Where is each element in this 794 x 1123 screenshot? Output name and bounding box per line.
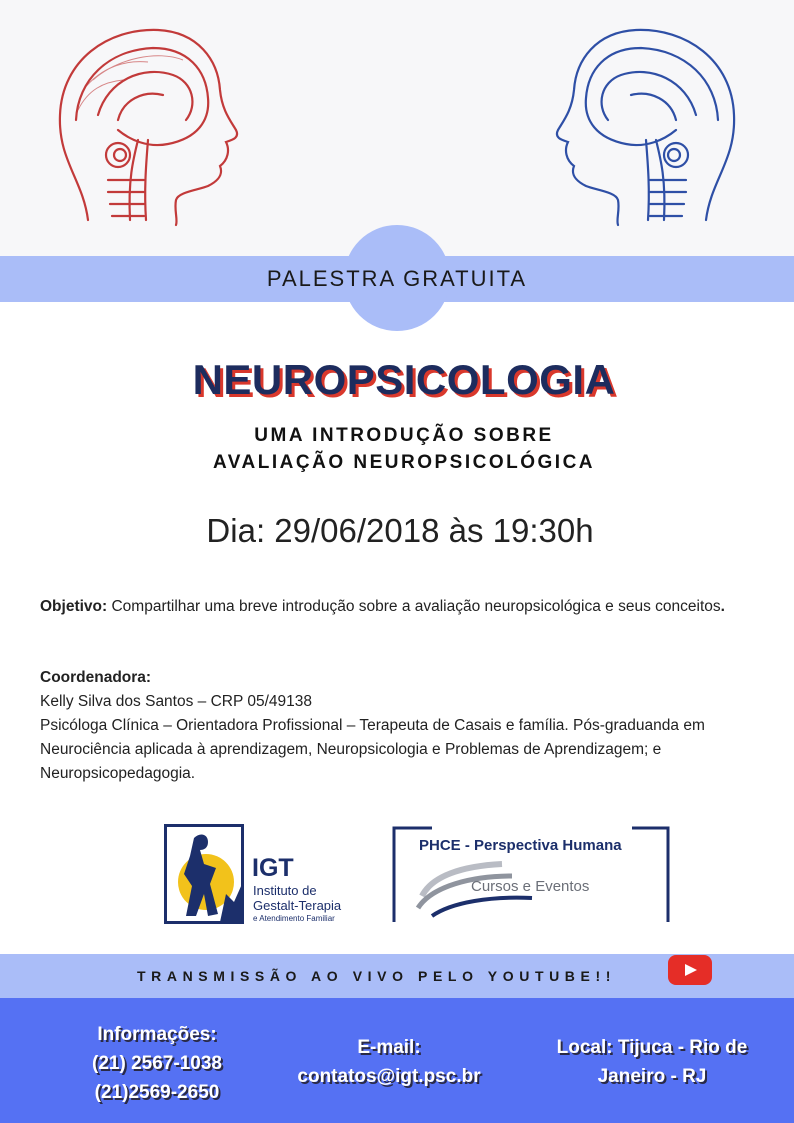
coordinator-section (40, 666, 756, 786)
event-badge: PALESTRA GRATUITA (266, 266, 528, 291)
igt-emblem-icon (164, 824, 244, 924)
location-line-1: Local: Tijuca - Rio de (556, 1037, 748, 1058)
location-block (532, 1033, 772, 1091)
coordinator-label: Coordenadora: (40, 669, 152, 686)
objective-paragraph (40, 595, 756, 619)
hero-illustration (0, 0, 794, 256)
coordinator-name: Kelly Silva dos Santos – CRP 05/49138 (40, 693, 312, 710)
phce-title: PHCE - Perspectiva Humana (419, 837, 622, 854)
objective-text: Compartilhar uma breve introdução sobre a avaliação neuropsicológica e seus conceitos (111, 598, 721, 615)
igt-logo (164, 824, 350, 926)
phone-1[interactable]: (21) 2567-1038 (92, 1053, 222, 1074)
subtitle-line-2: AVALIAÇÃO NEUROPSICOLÓGICA (212, 452, 596, 473)
event-date: Dia: 29/06/2018 às 19:30h (206, 512, 594, 549)
page-title: NEUROPSICOLOGIA (192, 356, 616, 403)
objective-label: Objetivo: (40, 598, 108, 615)
objective-period: . (720, 598, 725, 615)
youtube-icon[interactable] (668, 955, 712, 985)
email-block (276, 1033, 502, 1091)
igt-line-1: Instituto de (253, 883, 317, 898)
igt-line-3: e Atendimento Familiar (253, 914, 335, 923)
brain-head-right-illustration (546, 20, 746, 230)
igt-line-2: Gestalt-Terapia (253, 898, 342, 913)
email-link[interactable]: contatos@igt.psc.br (297, 1066, 481, 1087)
stream-text: TRANSMISSÃO AO VIVO PELO YOUTUBE!! (137, 968, 616, 984)
phce-logo (392, 824, 670, 924)
igt-abbr: IGT (252, 854, 294, 882)
brain-head-left-illustration (48, 20, 248, 230)
info-block (46, 1020, 268, 1107)
coordinator-bio: Psicóloga Clínica – Orientadora Profissional – Terapeuta de Casais e família. Pós-graduanda em Neurociência aplicada à aprendizagem, Neuropsicologia e Problemas de Aprendizagem; e Neuropsicopedagogia. (40, 717, 705, 782)
email-label: E-mail: (357, 1037, 421, 1058)
location-line-2: Janeiro - RJ (597, 1066, 707, 1087)
phce-tagline: Cursos e Eventos (471, 878, 590, 895)
phone-2[interactable]: (21)2569-2650 (94, 1082, 220, 1103)
subtitle-line-1: UMA INTRODUÇÃO SOBRE (254, 425, 554, 446)
info-label: Informações: (97, 1024, 217, 1045)
